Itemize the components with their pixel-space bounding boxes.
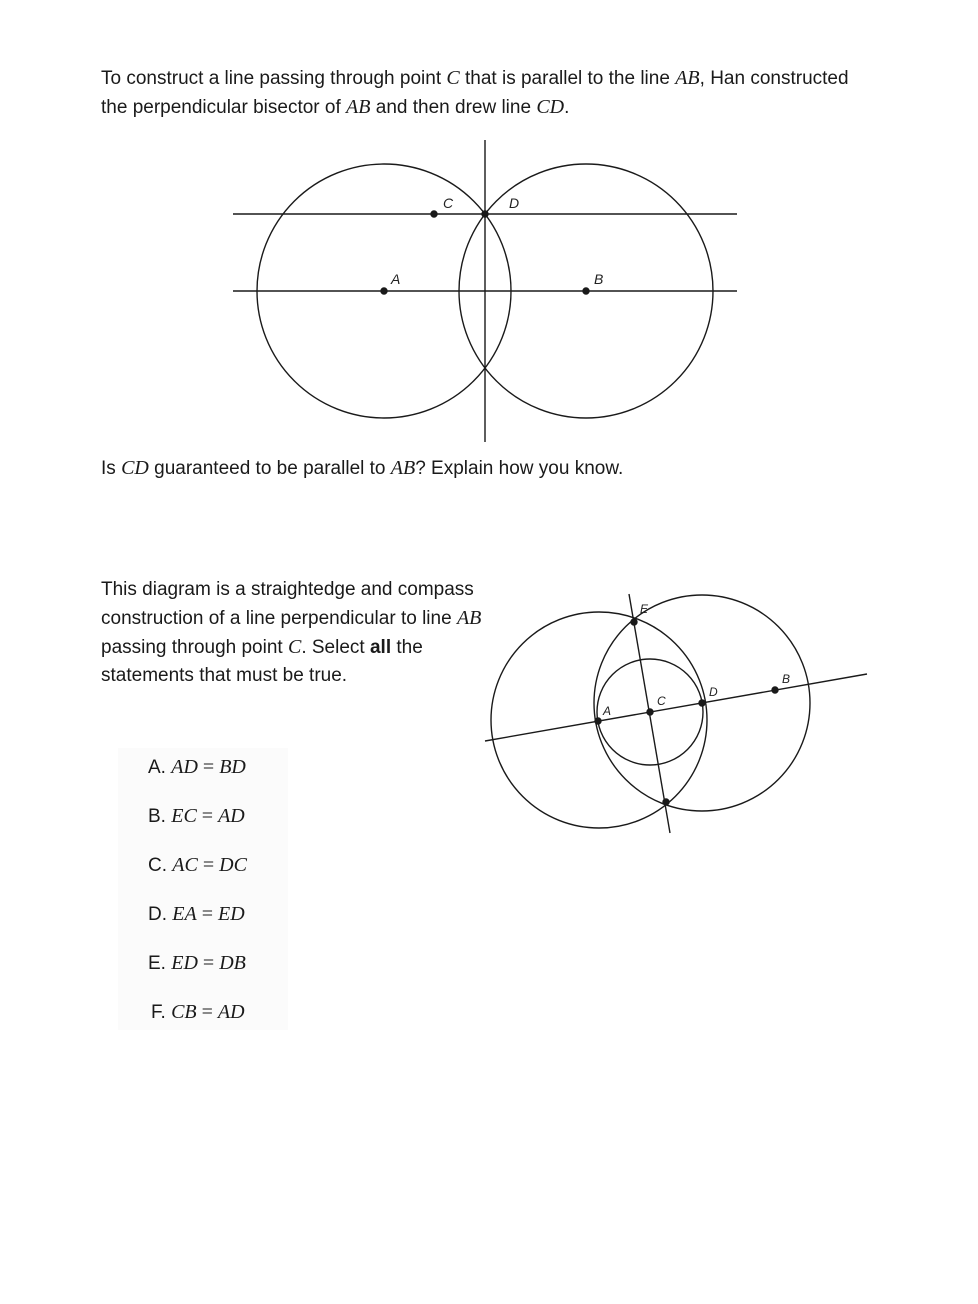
label-b: B — [594, 271, 604, 287]
q1-text-part: . — [564, 97, 570, 118]
option-left-segment: EA — [172, 903, 197, 925]
point-c — [647, 709, 653, 715]
point-lower-intersection — [663, 799, 669, 805]
q1-text-part: and then drew line — [370, 97, 537, 118]
label-d: D — [709, 685, 718, 699]
option-e[interactable] — [148, 950, 246, 977]
option-letter: D. — [148, 904, 167, 925]
option-letter: A. — [148, 757, 166, 778]
option-c[interactable] — [148, 852, 247, 879]
option-a[interactable] — [148, 754, 246, 781]
point-a — [595, 718, 601, 724]
q2-text-part: guaranteed to be parallel to — [148, 458, 391, 479]
q1-var-ab: AB — [675, 67, 700, 89]
q3-var-c: C — [287, 636, 302, 658]
q2-text-part: ? Explain how you know. — [415, 458, 624, 479]
option-right-segment: DB — [219, 952, 246, 974]
point-a — [381, 288, 387, 294]
diagram-2 — [485, 594, 867, 833]
option-b[interactable] — [148, 803, 245, 830]
q2-text-part: Is — [101, 458, 122, 479]
q3-var-ab: AB — [456, 607, 482, 629]
question-3-text — [101, 576, 491, 690]
question-2-text — [101, 454, 801, 483]
label-d: D — [509, 195, 520, 211]
option-equals: = — [196, 903, 218, 925]
option-right-segment: AD — [218, 805, 245, 827]
option-right-segment: ED — [218, 903, 245, 925]
option-letter: B. — [148, 806, 166, 827]
option-left-segment: AC — [172, 854, 198, 876]
point-e — [631, 619, 637, 625]
point-d — [699, 700, 705, 706]
option-left-segment: ED — [171, 952, 198, 974]
q1-text-part: , Han constructed the perpendicular bisector of — [101, 68, 849, 118]
q3-text-part: This diagram is a straightedge and compass construction of a line perpendicular to line — [101, 579, 474, 629]
option-letter: E. — [148, 953, 166, 974]
option-letter: C. — [148, 855, 167, 876]
option-letter: F. — [151, 1002, 166, 1023]
option-equals: = — [196, 805, 219, 827]
label-a: A — [603, 704, 612, 718]
q2-var-ab: AB — [390, 457, 416, 479]
option-left-segment: CB — [171, 1001, 197, 1023]
label-b: B — [782, 672, 791, 686]
point-d — [482, 211, 488, 217]
point-b — [583, 288, 589, 294]
option-left-segment: AD — [171, 756, 198, 778]
option-f[interactable] — [151, 999, 245, 1026]
option-right-segment: DC — [219, 854, 247, 876]
option-equals: = — [197, 854, 220, 876]
q1-var-cd: CD — [536, 96, 565, 118]
q3-text-part: passing through point — [101, 637, 288, 658]
q1-var-c: C — [446, 67, 460, 89]
q1-text-part: that is parallel to the line — [459, 68, 676, 89]
label-e: E — [640, 602, 649, 616]
option-equals: = — [196, 1001, 218, 1023]
option-left-segment: EC — [171, 805, 197, 827]
point-b — [772, 687, 778, 693]
label-c: C — [443, 195, 454, 211]
option-right-segment: AD — [217, 1001, 245, 1023]
option-equals: = — [197, 952, 220, 974]
label-c: C — [657, 694, 666, 708]
point-c — [431, 211, 437, 217]
answer-options — [118, 748, 288, 1030]
q1-var-ab: AB — [346, 96, 371, 118]
option-equals: = — [197, 756, 220, 778]
q3-bold-all: all — [369, 637, 392, 658]
q1-text-part: To construct a line passing through point — [101, 68, 447, 89]
option-d[interactable] — [148, 901, 245, 928]
q3-text-part: the statements that must be true. — [101, 637, 423, 686]
q2-var-cd: CD — [121, 457, 149, 479]
q3-text-part: . Select — [301, 637, 370, 658]
label-a: A — [391, 271, 401, 287]
diagram-1 — [233, 140, 737, 442]
option-right-segment: BD — [219, 756, 246, 778]
